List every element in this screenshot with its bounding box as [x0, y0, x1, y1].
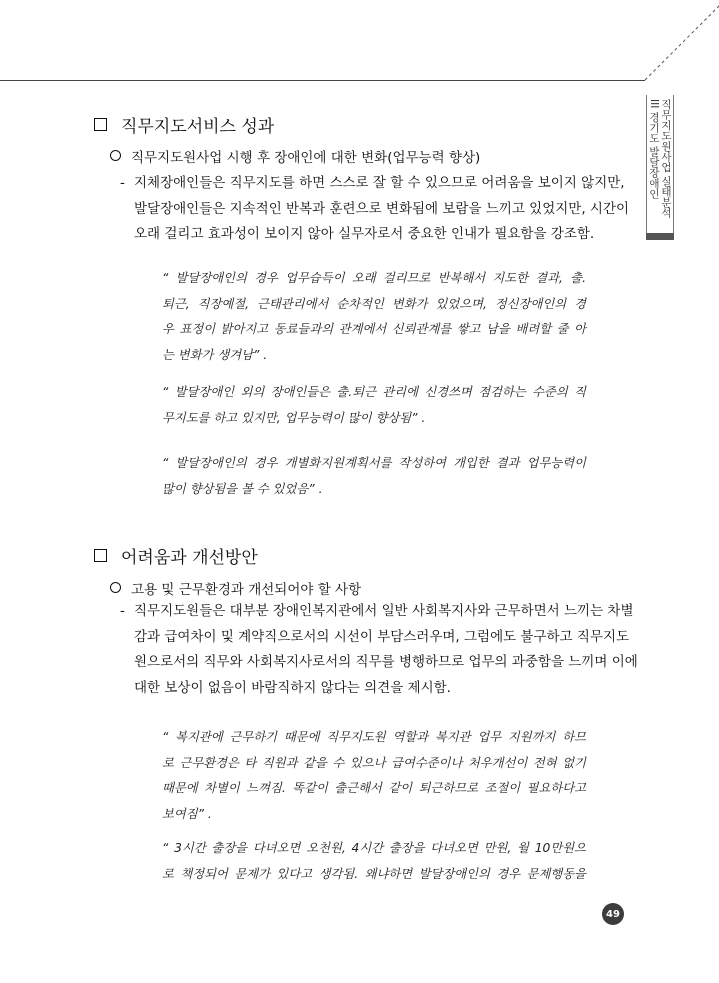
subheading: 고용 및 근무환경과 개선되어야 할 사항 — [110, 578, 361, 598]
section-heading: 직무지도서비스 성과 — [94, 112, 274, 137]
section-heading: 어려움과 개선방안 — [94, 543, 258, 568]
square-bullet-icon — [94, 549, 107, 562]
subheading: 직무지도원사업 시행 후 장애인에 대한 변화(업무능력 향상) — [110, 146, 480, 166]
quote-block: “ 발달장애인의 경우 업무습득이 오래 걸리므로 반복해서 지도한 결과, 출. 퇴근, 직장예절, 근태관리에서 순차적인 변화가 있었으며, 정신장애인의 경 우 표정이 밝아지고 동료들과의 관계에서 신뢰관계를 쌓고 남을 배려할 줄 아 는 변화가 생겨남” . — [162, 271, 586, 362]
quote-block: “ 발달장애인의 경우 개별화지원계획서를 작성하여 개입한 결과 업무능력이 많이 향상됨을 볼 수 있었음” . — [162, 456, 586, 496]
square-bullet-icon — [94, 118, 107, 131]
sidebar-bar — [646, 233, 674, 240]
quote-block: “ 3시간 출장을 다녀오면 오천원, 4시간 출장을 다녀오면 만원, 월 10만원으 로 책정되어 문제가 있다고 생각됨. 왜냐하면 발달장애인의 경우 문제행동을 — [162, 841, 586, 881]
body-paragraph: - 지체장애인들은 직무지도를 하면 스스로 잘 할 수 있으므로 어려움을 보이지 않지만, 발달장애인들은 지속적인 반복과 훈련으로 변화됨에 보람을 느끼고 있었지만, 시간이 오래 걸리고 효과성이 보이지 않아 실무자로서 중요한 인내가 필요함을 강조함. — [120, 175, 630, 242]
sidebar-title-line1: 직무지도원사업 실태분석 — [660, 99, 672, 218]
page-number: 49 — [602, 903, 624, 925]
circle-bullet-icon — [110, 582, 121, 593]
sidebar-title-line2: III 경기도 발달장애인 — [648, 99, 660, 199]
quote-block: “ 발달장애인 외의 장애인들은 출.퇴근 관리에 신경쓰며 점검하는 수준의 직 무지도를 하고 있지만, 업무능력이 많이 향상됨” . — [162, 385, 586, 425]
quote-block: “ 복지관에 근무하기 때문에 직무지도원 역할과 복지관 업무 지원까지 하므 로 근무환경은 타 직원과 같을 수 있으나 급여수준이나 처우개선이 전혀 없기 때문에 차별이 느껴짐. 똑같이 출근해서 같이 퇴근하므로 조절이 필요하다고 보여짐” . — [162, 730, 586, 821]
circle-bullet-icon — [110, 150, 121, 161]
chapter-sidebar — [646, 95, 674, 235]
body-paragraph: - 직무지도원들은 대부분 장애인복지관에서 일반 사회복지사와 근무하면서 느끼는 차별 감과 급여차이 및 계약직으로서의 시선이 부담스러우며, 그럼에도 불구하고 직무지도 원으로서의 직무와 사회복지사로서의 직무를 병행하므로 업무의 과중함을 느끼며 이에 대한 보상이 없음이 바람직하지 않다는 의견을 제시함. — [120, 603, 638, 696]
header-rule — [0, 80, 645, 81]
